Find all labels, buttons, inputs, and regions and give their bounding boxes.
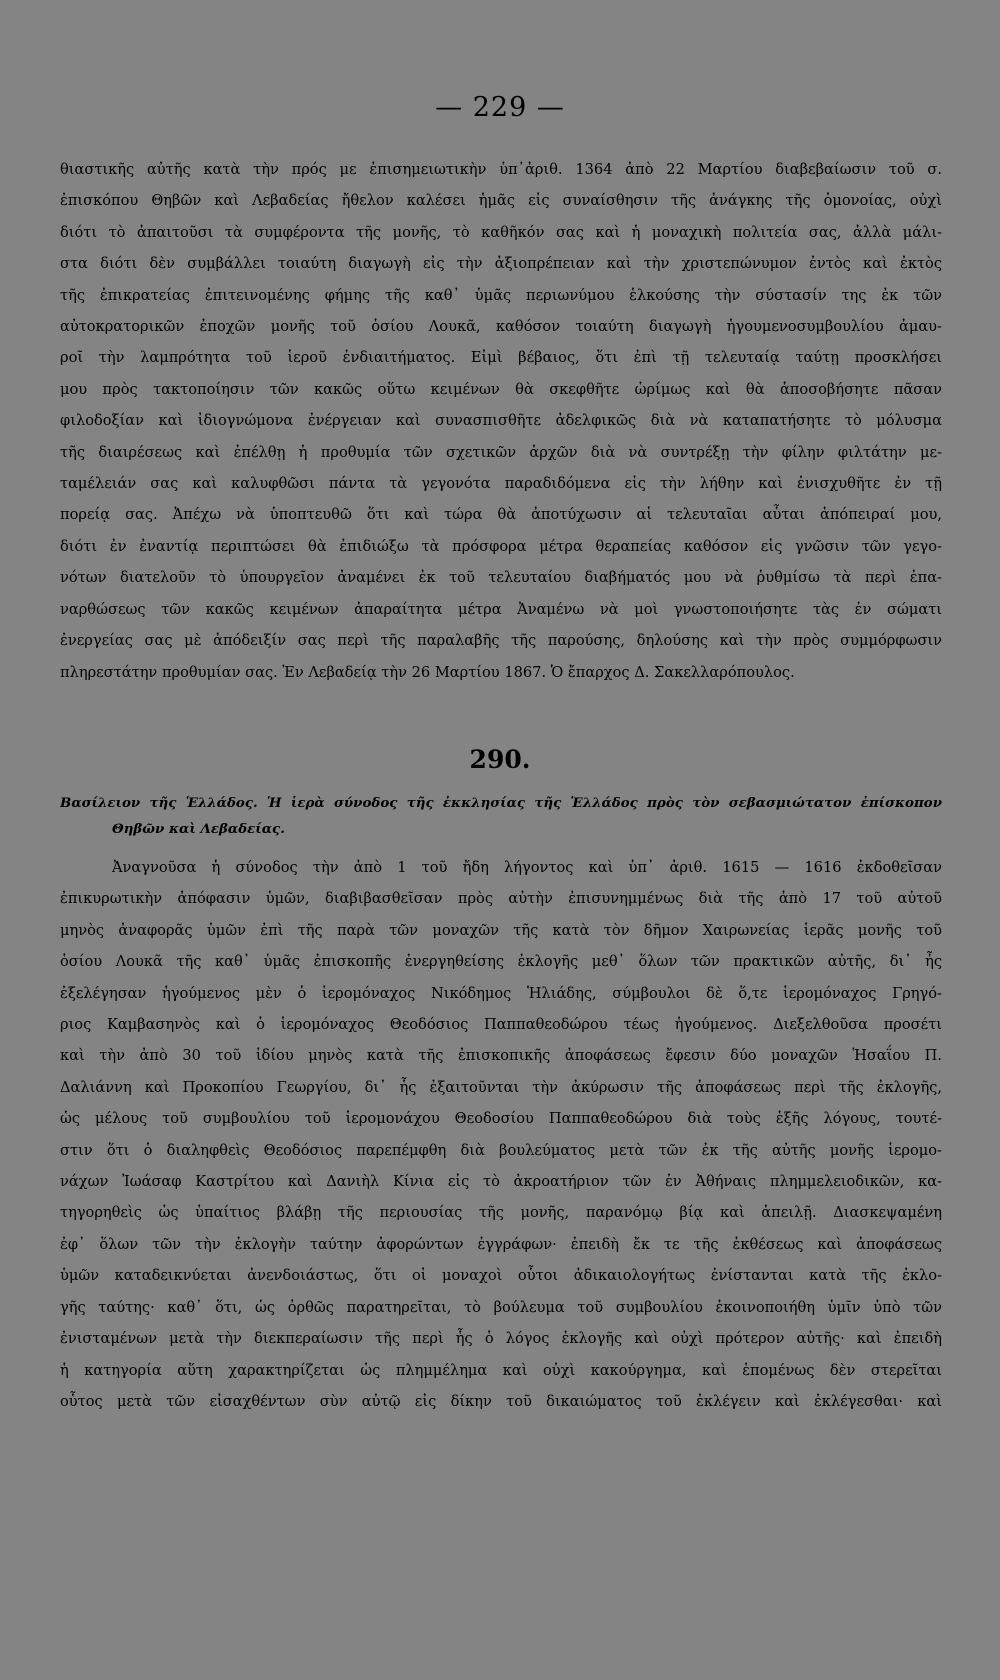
- text-line: τῆς διαιρέσεως καὶ ἐπέλθῃ ἡ προθυμία τῶν σχετικῶν ἀρχῶν διὰ νὰ συντρέξῃ τὴν φίλην φιλτάτην με-: [60, 443, 942, 461]
- text-line: τηγορηθεὶς ὡς ὑπαίτιος βλάβῃ τῆς περιουσίας τῆς μονῆς, παρανόμῳ βίᾳ καὶ ἀπειλῇ. Διασκεψαμένη: [60, 1204, 942, 1222]
- text-line: ἐξελέγησαν ἡγούμενος μὲν ὁ ἱερομόναχος Νικόδημος Ἡλιάδης, σύμβουλοι δὲ ὅ,τε ἱερομόναχος Γρηγό-: [60, 984, 942, 1002]
- text-line: διότι ἐν ἐναντίᾳ περιπτώσει θὰ ἐπιδιώξω τὰ πρόσφορα μέτρα θεραπείας καθόσον εἰς γνῶσιν τῶν γεγο-: [60, 537, 942, 555]
- text-line: ἐπισκόπου Θηβῶν καὶ Λεβαδείας ἤθελον καλέσει ἡμᾶς εἰς συναίσθησιν τῆς ἀνάγκης τῆς ὁμονοίας, οὐχὶ: [60, 192, 942, 210]
- text-line-signature: πληρεστάτην προθυμίαν σας. Ἐν Λεβαδείᾳ τὴν 26 Μαρτίου 1867. Ὁ ἔπαρχος Δ. Σακελλαρόπουλος.: [60, 663, 795, 681]
- text-line: μου πρὸς τακτοποίησιν τῶν κακῶς οὕτω κειμένων θὰ σκεφθῆτε ὡρίμως καὶ θὰ ἀποσοβήσητε πᾶσαν: [60, 380, 942, 398]
- text-line: ναρθώσεως τῶν κακῶς κειμένων ἀπαραίτητα μέτρα Ἀναμένω νὰ μοὶ γνωστοποιήσητε τὰς ἐν σώματι: [60, 600, 942, 618]
- text-line: ὁσίου Λουκᾶ τῆς καθ᾽ ὑμᾶς ἐπισκοπῆς ἐνεργηθείσης ἐκλογῆς μεθ᾽ ὅλων τῶν πρακτικῶν αὐτῆς, δι᾽ ἧς: [60, 953, 942, 971]
- text-line: ἡ κατηγορία αὕτη χαρακτηρίζεται ὡς πλημμέλημα καὶ οὐχὶ κακούργημα, καὶ ἑπομένως δὲν στερεῖται: [60, 1361, 942, 1379]
- text-line: στιν ὅτι ὁ διαληφθεὶς Θεοδόσιος παρεπέμφθη διὰ βουλεύματος μετὰ τῶν ἐκ τῆς αὐτῆς μονῆς ἱερομο-: [60, 1141, 942, 1159]
- text-line: μηνὸς ἀναφορᾶς ὑμῶν ἐπὶ τῆς παρὰ τῶν μοναχῶν τῆς κατὰ τὸν δῆμον Χαιρωνείας ἱερᾶς μονῆς τοῦ: [60, 921, 942, 939]
- page-number: — 229 —: [435, 92, 565, 123]
- text-line: θιαστικῆς αὐτῆς κατὰ τὴν πρός με ἐπισημειωτικὴν ὑπ᾽ἀριθ. 1364 ἀπὸ 22 Μαρτίου διαβεβαίωσιν τοῦ σ.: [60, 161, 942, 178]
- text-line: πορείᾳ σας. Ἀπέχω νὰ ὑποπτευθῶ ὅτι καὶ τώρα θὰ ἀποτύχωσιν αἱ τελευταῖαι αὗται ἀπόπειραί μου,: [60, 506, 942, 524]
- text-line: νάχων Ἰωάσαφ Καστρίτου καὶ Δανιὴλ Κίνια εἰς τὸ ἀκροατήριον τῶν ἐν Ἀθήναις πλημμελειοδικῶν, κα-: [60, 1173, 942, 1191]
- document-number: 290.: [469, 745, 531, 774]
- text-line: οὗτος μετὰ τῶν εἰσαχθέντων σὺν αὐτῷ εἰς δίκην τοῦ δικαιώματος τοῦ ἐκλέγειν καὶ ἐκλέγεσθαι· καὶ: [60, 1392, 942, 1410]
- paragraph-body: [60, 852, 942, 1417]
- text-line: καὶ τὴν ἀπὸ 30 τοῦ ἰδίου μηνὸς κατὰ τῆς ἐπισκοπικῆς ἀποφάσεως ἔφεσιν δύο μοναχῶν Ἡσαΐου Π.: [60, 1047, 942, 1065]
- document-heading: [60, 790, 942, 842]
- text-line: τῆς ἐπικρατείας ἐπιτεινομένης φήμης τῆς καθ᾽ ὑμᾶς περιωνύμου ἑλκούσης τὴν σύστασίν της ἐκ τῶν: [60, 286, 942, 304]
- text-line: νότων διατελοῦν τὸ ὑπουργεῖον ἀναμένει ἐκ τοῦ τελευταίου διαβήματός μου νὰ ῥυθμίσω τὰ περὶ ἐπα-: [60, 569, 942, 587]
- text-line: γῆς ταύτης· καθ᾽ ὅτι, ὡς ὀρθῶς παρατηρεῖται, τὸ βούλευμα τοῦ συμβουλίου ἐκοινοποιήθη ὑμῖν ὑπὸ τῶν: [60, 1298, 942, 1316]
- text-line: ὡς μέλους τοῦ συμβουλίου τοῦ ἱερομονάχου Θεοδοσίου Παππαθεοδώρου διὰ τοὺς ἑξῆς λόγους, τουτέ-: [60, 1110, 942, 1128]
- text-line: ἐνισταμένων μετὰ τὴν διεκπεραίωσιν τῆς περὶ ἧς ὁ λόγος ἐκλογῆς καὶ οὐχὶ πρότερον αὐτῆς· καὶ ἐπειδὴ: [60, 1330, 942, 1348]
- text-line: φιλοδοξίαν καὶ ἰδιογνώμονα ἐνέργειαν καὶ συνασπισθῆτε ἀδελφικῶς διὰ νὰ καταπατήσητε τὸ μόλυσμα: [60, 412, 942, 430]
- text-line: στα διότι δὲν συμβάλλει τοιαύτη διαγωγὴ εἰς τὴν ἀξιοπρέπειαν καὶ τὴν χριστεπώνυμον ἐντὸς καὶ ἐκτὸς: [60, 255, 942, 273]
- text-line: ριος Καμβασηνὸς καὶ ὁ ἱερομόναχος Θεοδόσιος Παππαθεοδώρου τέως ἡγούμενος. Διεξελθοῦσα προσέτι: [60, 1016, 942, 1034]
- text-line: Ἀναγνοῦσα ἡ σύνοδος τὴν ἀπὸ 1 τοῦ ἤδη λήγοντος καὶ ὑπ᾽ ἀριθ. 1615 — 1616 ἐκδοθεῖσαν: [112, 859, 942, 876]
- text-line: διότι τὸ ἀπαιτοῦσι τὰ συμφέροντα τῆς μονῆς, τὸ καθῆκόν σας καὶ ἡ μοναχικὴ πολιτεία σας, ἀλλὰ μάλι-: [60, 223, 942, 241]
- text-line: ταμέλειάν σας καὶ καλυφθῶσι πάντα τὰ γεγονότα παραδιδόμενα εἰς τὴν λήθην καὶ ἐνισχυθῆτε ἐν τῇ: [60, 475, 942, 493]
- text-line: ροῖ τὴν λαμπρότητα τοῦ ἱεροῦ ἐνδιαιτήματος. Εἰμὶ βέβαιος, ὅτι ἐπὶ τῇ τελευταίᾳ ταύτῃ προσκλήσει: [60, 349, 942, 367]
- paragraph-continuation: [60, 154, 942, 688]
- text-line: Δαλιάννη καὶ Προκοπίου Γεωργίου, δι᾽ ἧς ἐξαιτοῦνται τὴν ἀκύρωσιν τῆς ἀποφάσεως περὶ τῆς ἐκλογῆς,: [60, 1078, 942, 1096]
- text-line: αὐτοκρατορικῶν ἐποχῶν μονῆς τοῦ ὁσίου Λουκᾶ, καθόσον τοιαύτη διαγωγὴ ἡγουμενοσυμβουλίου ἀμαυ-: [60, 318, 942, 336]
- heading-line: Βασίλειον τῆς Ἑλλάδος. Ἡ ἱερὰ σύνοδος τῆς ἐκκλησίας τῆς Ἑλλάδος πρὸς τὸν σεβασμιώτατον ἐπίσκοπον: [60, 795, 942, 811]
- text-line: ἐπικυρωτικὴν ἀπόφασιν ὑμῶν, διαβιβασθεῖσαν πρὸς αὐτὴν ἐπισυνημμένως διὰ τῆς ἀπὸ 17 τοῦ αὐτοῦ: [60, 890, 942, 908]
- text-line: ἐφ᾽ ὅλων τῶν τὴν ἐκλογὴν ταύτην ἀφορώντων ἐγγράφων· ἐπειδὴ ἔκ τε τῆς ἐκθέσεως καὶ ἀποφάσεως: [60, 1235, 942, 1253]
- text-line: ὑμῶν καταδεικνύεται ἀνενδοιάστως, ὅτι οἱ μοναχοὶ οὗτοι ἀδικαιολογήτως ἐνίστανται κατὰ τῆς ἐκλο-: [60, 1267, 942, 1285]
- heading-line: Θηβῶν καὶ Λεβαδείας.: [112, 821, 285, 837]
- text-line: ἐνεργείας σας μὲ ἀπόδειξίν σας περὶ τῆς παραλαβῆς τῆς παρούσης, δηλούσης καὶ τὴν πρὸς συμμόρφωσιν: [60, 632, 942, 650]
